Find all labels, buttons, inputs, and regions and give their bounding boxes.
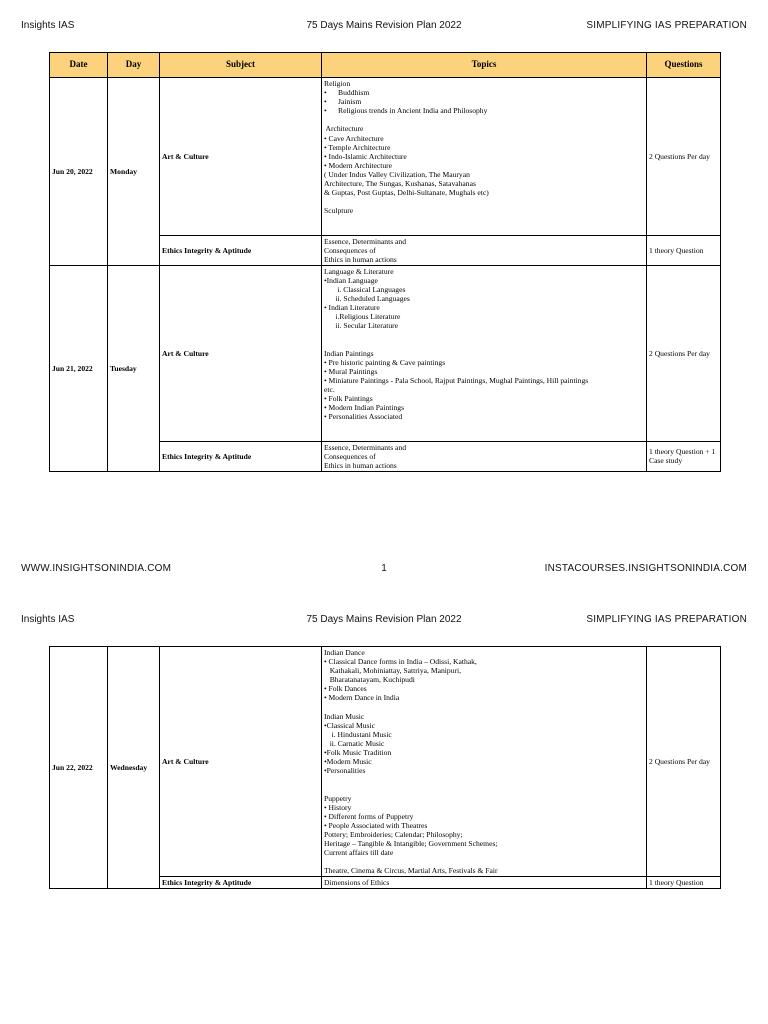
questions-cell: 1 theory Question <box>647 877 721 889</box>
topic-line <box>324 340 644 349</box>
day-cell: Tuesday <box>108 265 160 471</box>
header-title: 75 Days Mains Revision Plan 2022 <box>306 614 462 625</box>
day-cell: Wednesday <box>108 647 160 889</box>
header-tagline: SIMPLIFYING IAS PREPARATION <box>586 614 747 625</box>
column-header-subject: Subject <box>160 53 322 78</box>
questions-cell: 1 theory Question <box>647 235 721 265</box>
topic-line: Architecture <box>324 124 364 134</box>
topic-line: • Modern Architecture <box>324 160 393 170</box>
topic-line: i. Hindustani Music <box>324 729 392 739</box>
topic-line: i.Religious Literature <box>324 312 401 322</box>
topic-line <box>324 115 644 124</box>
footer-website: WWW.INSIGHTSONINDIA.COM <box>21 563 172 574</box>
topic-line: Bharatanatayam, Kuchipudi <box>324 675 415 685</box>
topic-line: Kathakali, Mohiniattay, Sattriya, Manipuri, <box>324 666 462 676</box>
topics-cell <box>322 265 647 441</box>
topic-line: Consequences of <box>324 451 376 461</box>
day-cell: Monday <box>108 78 160 266</box>
revision-plan-table <box>49 52 721 472</box>
header-brand: Insights IAS <box>21 614 75 625</box>
topic-line: • Temple Architecture <box>324 142 391 152</box>
subject-cell: Ethics Integrity & Aptitude <box>160 877 322 889</box>
topic-line: • People Associated with Theatres <box>324 820 428 830</box>
topic-line: Puppetry <box>324 793 352 803</box>
table-row <box>50 78 721 236</box>
subject-cell: Ethics Integrity & Aptitude <box>160 235 322 265</box>
page-number: 1 <box>381 563 387 574</box>
topic-line: Ethics in human actions <box>324 460 397 470</box>
topics-cell <box>322 78 647 236</box>
topic-line: ( Under Indus Valley Civilization, The Mauryan <box>324 169 470 179</box>
questions-cell: 1 theory Question + 1 Case study <box>647 441 721 471</box>
topic-line <box>324 857 644 866</box>
footer-courses-site: INSTACOURSES.INSIGHTSONINDIA.COM <box>544 563 747 574</box>
topic-line: • Miniature Paintings - Pala School, Rajput Paintings, Mughal Paintings, Hill paintings <box>324 376 589 385</box>
topic-line: • Modern Dance in India <box>324 693 400 703</box>
topic-line: Indian Dance <box>324 648 365 657</box>
topic-line: • Indo-Islamic Architecture <box>324 151 407 161</box>
topic-line: Current affairs till date <box>324 848 394 858</box>
revision-plan-table-continued <box>49 646 721 889</box>
topic-line: Heritage – Tangible & Intangible; Government Schemes; <box>324 838 498 848</box>
topics-cell <box>322 235 647 265</box>
topic-line: Sculpture <box>324 206 354 216</box>
topics-cell <box>322 647 647 877</box>
topic-line: Indian Paintings <box>324 348 374 358</box>
topic-line <box>324 225 644 234</box>
date-cell: Jun 21, 2022 <box>50 265 108 471</box>
subject-cell: Art & Culture <box>160 647 322 877</box>
topic-line: • Buddhism <box>324 88 370 98</box>
topic-line <box>324 197 644 206</box>
topic-line: Theatre, Cinema & Circus, Martial Arts, Festivals & Fair <box>324 866 498 876</box>
column-header-day: Day <box>108 53 160 78</box>
topic-line: Essence, Determinants and <box>324 236 407 246</box>
topic-line: Language & Literature <box>324 266 394 276</box>
topic-line <box>324 784 644 793</box>
topic-line: •Classical Music <box>324 720 375 730</box>
topic-line: Indian Music <box>324 711 365 721</box>
topic-line: •Folk Music Tradition <box>324 748 392 758</box>
topic-line: • Different forms of Puppetry <box>324 811 414 821</box>
page-header <box>21 614 747 625</box>
subject-cell: Ethics Integrity & Aptitude <box>160 441 322 471</box>
topic-line: etc. <box>324 385 335 395</box>
questions-cell: 2 Questions Per day <box>647 647 721 877</box>
topic-line: Pottery; Embroideries; Calendar; Philosophy; <box>324 829 463 839</box>
topic-line: Dimensions of Ethics <box>324 878 390 888</box>
subject-cell: Art & Culture <box>160 265 322 441</box>
page-footer <box>21 563 747 574</box>
topic-line: ii. Scheduled Languages <box>324 294 410 304</box>
topic-line: • Classical Dance forms in India – Odissi, Kathak, <box>324 657 477 667</box>
header-brand: Insights IAS <box>21 20 75 31</box>
topic-line: i. Classical Languages <box>324 285 406 295</box>
topic-line: • Pre historic painting & Cave paintings <box>324 357 446 367</box>
topic-line <box>324 331 644 340</box>
topic-line: Essence, Determinants and <box>324 442 407 452</box>
topic-line: Architecture, The Sungas, Kushanas, Satavahanas <box>324 179 476 189</box>
topic-line <box>324 431 644 440</box>
topic-line: Consequences of <box>324 245 376 255</box>
column-header-questions: Questions <box>647 53 721 78</box>
topic-line: Ethics in human actions <box>324 254 397 264</box>
topic-line <box>324 215 644 224</box>
topics-cell <box>322 877 647 889</box>
questions-cell: 2 Questions Per day <box>647 265 721 441</box>
topic-line: •Modern Music <box>324 757 372 767</box>
page-header <box>21 20 747 31</box>
topics-cell <box>322 441 647 471</box>
topic-line: & Guptas, Post Guptas, Delhi-Sultanate, Mughals etc) <box>324 188 489 198</box>
topic-line: ii. Carnatic Music <box>324 738 385 748</box>
topic-line: •Indian Language <box>324 275 378 285</box>
topic-line: • Cave Architecture <box>324 133 384 143</box>
topic-line: • Religious trends in Ancient India and Philosophy <box>324 106 488 116</box>
table-row <box>50 265 721 441</box>
header-tagline: SIMPLIFYING IAS PREPARATION <box>586 20 747 31</box>
column-header-topics: Topics <box>322 53 647 78</box>
topic-line: • Jainism <box>324 97 362 107</box>
topic-line: • Mural Paintings <box>324 366 378 376</box>
topic-line: ii. Secular Literature <box>324 321 399 331</box>
topic-line: • Modern Indian Paintings <box>324 403 405 413</box>
date-cell: Jun 20, 2022 <box>50 78 108 266</box>
date-cell: Jun 22, 2022 <box>50 647 108 889</box>
topic-line: •Personalities <box>324 766 366 776</box>
questions-cell: 2 Questions Per day <box>647 78 721 236</box>
topic-line: Religion <box>324 79 351 88</box>
topic-line: • History <box>324 802 352 812</box>
topic-line <box>324 421 644 430</box>
table-header-row <box>50 53 721 78</box>
topic-line: • Folk Paintings <box>324 394 373 404</box>
table-row <box>50 647 721 877</box>
topic-line: • Personalities Associated <box>324 412 403 422</box>
topic-line: • Indian Literature <box>324 303 380 313</box>
topic-line <box>324 775 644 784</box>
topic-line <box>324 703 644 712</box>
subject-cell: Art & Culture <box>160 78 322 236</box>
topic-line: • Folk Dances <box>324 684 367 694</box>
column-header-date: Date <box>50 53 108 78</box>
header-title: 75 Days Mains Revision Plan 2022 <box>306 20 462 31</box>
